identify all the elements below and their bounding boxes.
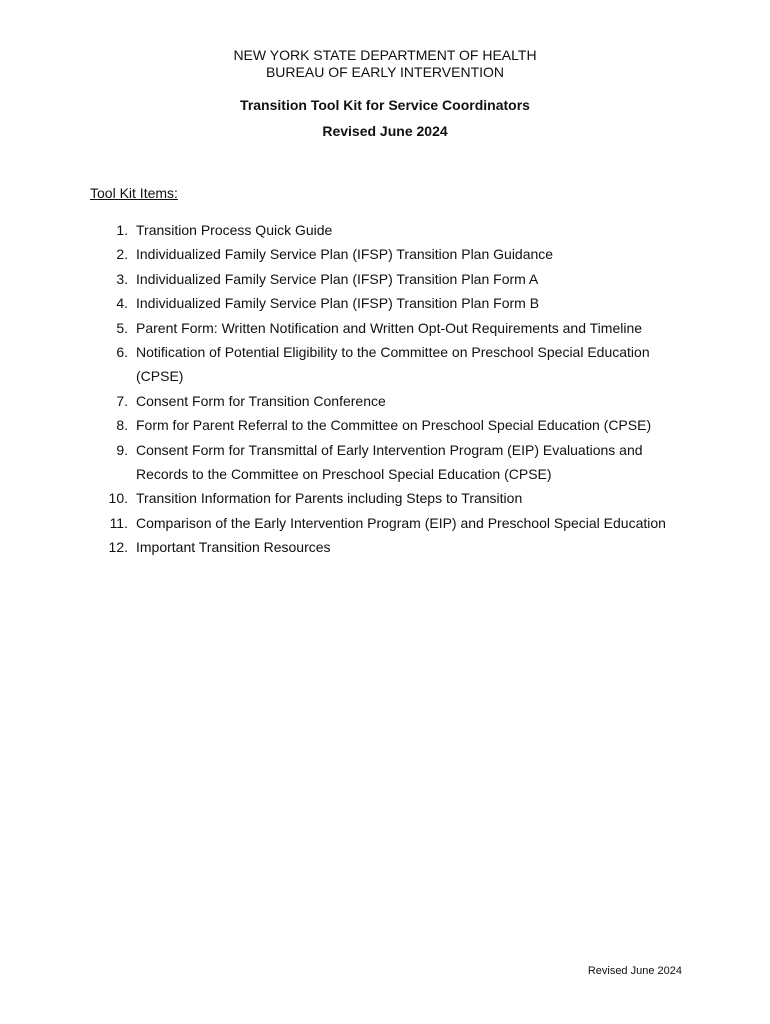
item-number: 2. <box>116 246 128 263</box>
item-text: Notification of Potential Eligibility to the Committee on Preschool Special Education (CPSE) <box>136 344 650 385</box>
list-item <box>0 218 770 242</box>
bureau-name: BUREAU OF EARLY INTERVENTION <box>265 64 505 80</box>
list-item <box>0 511 770 535</box>
item-text: Individualized Family Service Plan (IFSP) Transition Plan Guidance <box>136 246 554 263</box>
item-text: Transition Information for Parents including Steps to Transition <box>136 490 523 507</box>
document-title: Transition Tool Kit for Service Coordinators <box>240 97 530 113</box>
item-number: 9. <box>116 441 128 458</box>
item-text: Consent Form for Transmittal of Early Intervention Program (EIP) Evaluations and Records to the Committee on Preschool Special Education (CPSE) <box>136 441 643 483</box>
item-text: Parent Form: Written Notification and Written Opt-Out Requirements and Timeline <box>136 319 643 336</box>
item-number: 5. <box>116 319 128 336</box>
item-text: Important Transition Resources <box>136 539 331 556</box>
item-number: 3. <box>116 270 128 287</box>
item-number: 7. <box>116 392 128 409</box>
agency-name: NEW YORK STATE DEPARTMENT OF HEALTH <box>233 47 537 63</box>
item-number: 10. <box>108 490 128 507</box>
item-text: Form for Parent Referral to the Committee on Preschool Special Education (CPSE) <box>136 417 652 434</box>
footer-revision-date: Revised June 2024 <box>587 965 682 977</box>
item-number: 11. <box>109 514 128 531</box>
item-text: Individualized Family Service Plan (IFSP) Transition Plan Form B <box>136 295 540 312</box>
list-item <box>0 242 770 266</box>
item-text: Individualized Family Service Plan (IFSP) Transition Plan Form A <box>136 270 539 287</box>
list-item <box>0 535 770 559</box>
toolkit-list <box>0 218 770 560</box>
item-number: 8. <box>116 417 128 434</box>
item-text: Consent Form for Transition Conference <box>136 392 386 409</box>
item-number: 6. <box>116 344 128 361</box>
list-item <box>0 413 770 437</box>
toolkit-label: Tool Kit Items: <box>90 185 178 201</box>
item-text: Comparison of the Early Intervention Program (EIP) and Preschool Special Education <box>136 514 666 531</box>
list-item <box>0 291 770 315</box>
revision-date: Revised June 2024 <box>322 123 448 139</box>
item-text: Transition Process Quick Guide <box>136 222 333 238</box>
item-number: 1. <box>116 222 128 238</box>
item-number: 4. <box>116 295 128 312</box>
list-item <box>0 389 770 413</box>
list-item <box>0 267 770 291</box>
list-item <box>0 316 770 340</box>
item-number: 12. <box>108 539 128 556</box>
list-item <box>0 438 770 487</box>
list-item <box>0 340 770 389</box>
list-item <box>0 486 770 510</box>
